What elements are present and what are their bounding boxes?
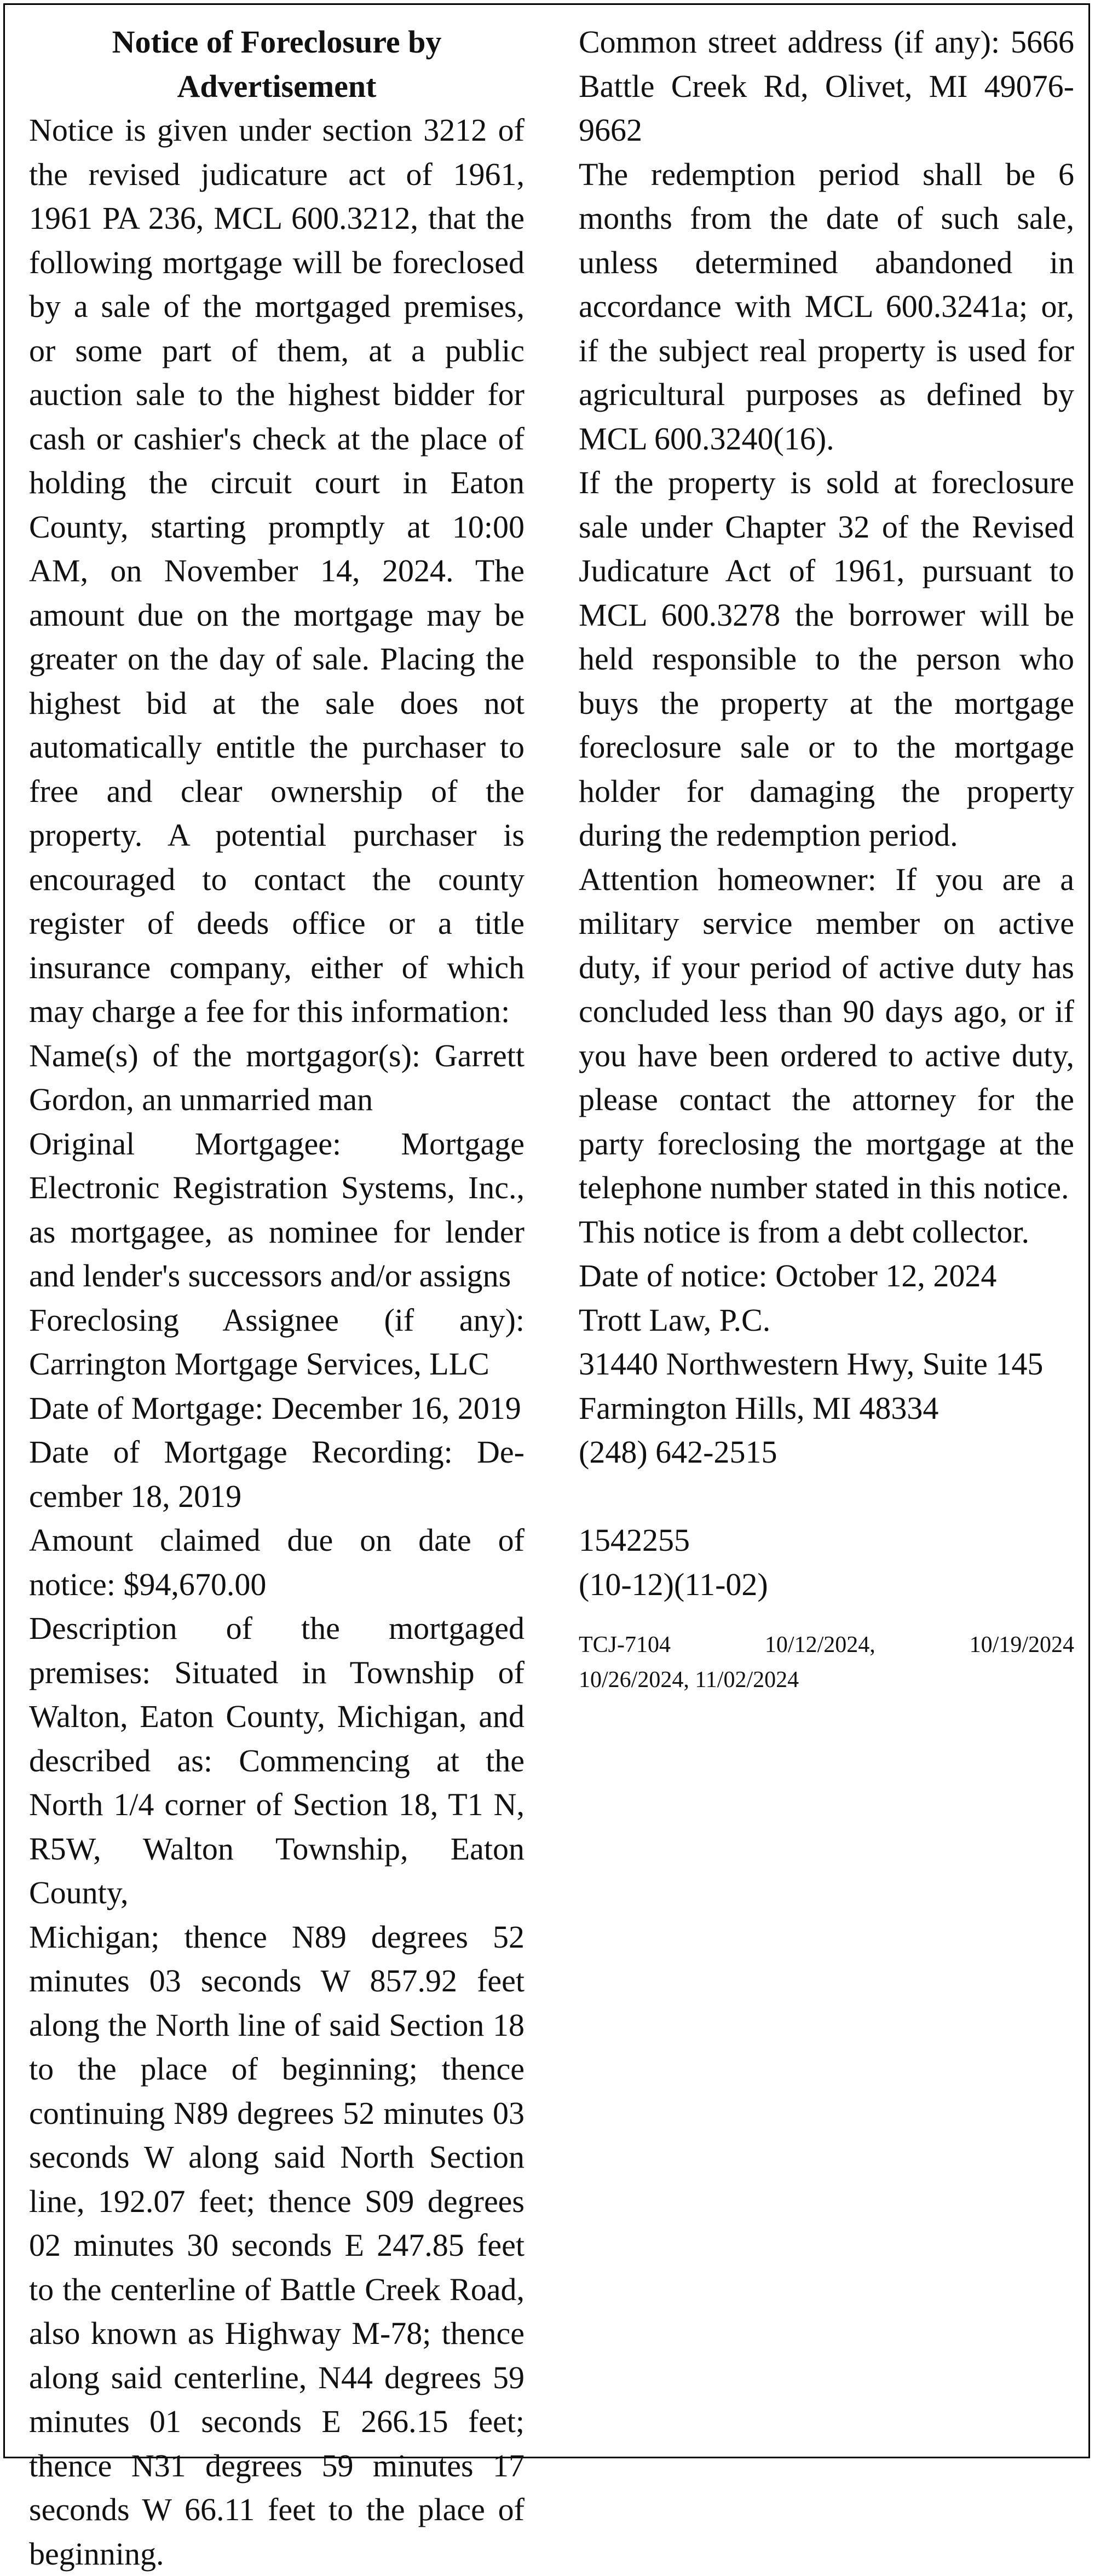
description-paragraph: Description of the mortgaged premises: Situated in Township of Walton, Eaton County, Michigan, and described as: Commencing at the North 1/4 corner of Section 18, T1 N, R5W, Walton Township, Eaton County, [29, 1607, 525, 1915]
firm-address-line2: Farmington Hills, MI 48334 [579, 1387, 1074, 1431]
foreclosure-notice [3, 3, 1090, 2458]
firm-phone: (248) 642-2515 [579, 1430, 1074, 1475]
date-of-notice: Date of notice: October 12, 2024 [579, 1254, 1074, 1298]
redemption-paragraph: The redemption period shall be 6 months from the date of such sale, unless determined abandoned in accordance with MCL 600.3241a; or, if the subject real property is used for agricultural purposes as defined by MCL 600.3240(16). [579, 153, 1074, 461]
military-paragraph: Attention homeowner: If you are a military service member on active duty, if your period of active duty has concluded less than 90 days ago, or if you have been ordered to active duty, please contact the attorney for the party foreclosing the mortgage at the telephone number stated in this notice. [579, 858, 1074, 1210]
publication-date-2: 10/19/2024 [970, 1627, 1074, 1662]
chapter32-paragraph: If the property is sold at foreclosure sale under Chapter 32 of the Revised Judicature Act of 1961, pursuant to MCL 600.3278 the borrower will be held responsible to the person who buys the property at the mortgage foreclosure sale or to the mortgage holder for damaging the property during the redemption period. [579, 461, 1074, 858]
firm-address-line1: 31440 Northwestern Hwy, Suite 145 [579, 1342, 1074, 1387]
notice-title-line1: Notice of Foreclosure by [29, 20, 525, 65]
right-column [579, 20, 1074, 1697]
reference-number: 1542255 [579, 1518, 1074, 1563]
description-continued-paragraph: Michigan; thence N89 degrees 52 minutes 03 seconds W 857.92 feet along the North line of said Section 18 to the place of beginning; thence continuing N89 degrees 52 minutes 03 seconds W along said North Section line, 192.07 feet; thence S09 degrees 02 minutes 30 seconds E 247.85 feet to the centerline of Battle Creek Road, also known as Highway M-78; thence along said centerline, N44 degrees 59 minutes 01 seconds E 266.15 feet; thence N31 degrees 59 minutes 17 seconds W 66.11 feet to the place of beginning. [29, 1915, 525, 2576]
street-address-paragraph: Common street address (if any): 5666 Battle Creek Rd, Olivet, MI 49076-9662 [579, 20, 1074, 153]
publication-date-1: 10/12/2024, [765, 1627, 875, 1662]
publication-code: TCJ-7104 [579, 1627, 671, 1662]
debt-collector-paragraph: This notice is from a debt collector. [579, 1210, 1074, 1255]
run-dates: (10-12)(11-02) [579, 1563, 1074, 1607]
blank-line [579, 1475, 1074, 1519]
left-column [29, 20, 525, 2576]
original-mortgagee-paragraph: Original Mortgagee: Mortgage Electronic Registration Systems, Inc., as mortgagee, as nominee for lender and lender's successors and/or assigns [29, 1122, 525, 1298]
mortgagors-paragraph: Name(s) of the mortgagor(s): Garrett Gordon, an unmarried man [29, 1034, 525, 1122]
intro-paragraph: Notice is given under section 3212 of the revised judicature act of 1961, 1961 PA 236, MCL 600.3212, that the following mortgage will be foreclosed by a sale of the mortgaged premises, or some part of them, at a public auction sale to the highest bidder for cash or cashier's check at the place of holding the circuit court in Eaton County, starting promptly at 10:00 AM, on November 14, 2024. The amount due on the mortgage may be greater on the day of sale. Placing the highest bid at the sale does not automatically entitle the purchaser to free and clear ownership of the property. A potential purchaser is encouraged to contact the county register of deeds office or a title insurance company, either of which may charge a fee for this information: [29, 108, 525, 1034]
date-of-mortgage-paragraph: Date of Mortgage: December 16, 2019 [29, 1387, 525, 1431]
firm-name: Trott Law, P.C. [579, 1298, 1074, 1343]
footer-row-2: 10/26/2024, 11/02/2024 [579, 1662, 1074, 1697]
date-of-recording-paragraph: Date of Mortgage Recording: December 18, 2019 [29, 1430, 525, 1518]
publication-footer [579, 1627, 1074, 1697]
notice-title-line2: Advertisement [29, 65, 525, 109]
footer-row-1 [579, 1627, 1074, 1662]
foreclosing-assignee-paragraph: Foreclosing Assignee (if any): Carrington Mortgage Services, LLC [29, 1298, 525, 1387]
amount-claimed-paragraph: Amount claimed due on date of notice: $94,670.00 [29, 1518, 525, 1607]
